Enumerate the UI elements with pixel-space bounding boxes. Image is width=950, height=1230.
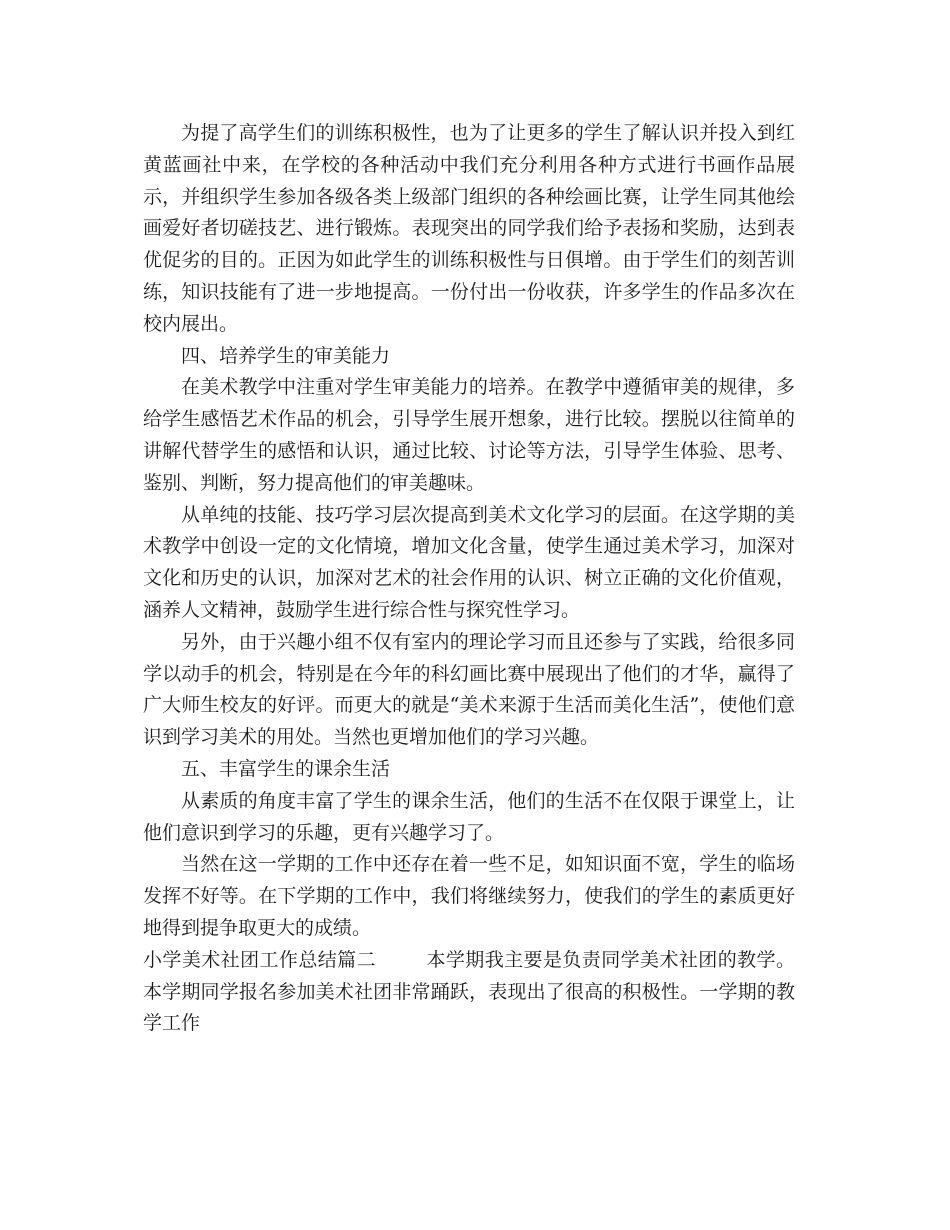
section-two-body: 本学期我主要是负责同学美术社团的教学。本学期同学报名参加美术社团非常踊跃，表现出了很高的积极性。一学期的教学工作 xyxy=(143,948,795,1035)
paragraph-art-culture: 从单纯的技能、技巧学习层次提高到美术文化学习的层面。在这学期的美术教学中创设一定的文化情境，增加文化含量，使学生通过美术学习，加深对文化和历史的认识，加深对艺术的社会作用的认识、树立正确的文化价值观，涵养人文精神，鼓励学生进行综合性与探究性学习。 xyxy=(143,503,795,621)
paragraph-exhibition: 为提了高学生们的训练积极性，也为了让更多的学生了解认识并投入到红黄蓝画社中来，在学校的各种活动中我们充分利用各种方式进行书画作品展示，并组织学生参加各级各类上级部门组织的各种绘画比赛，让学生同其他绘画爱好者切磋技艺、进行锻炼。表现突出的同学我们给予表扬和奖励，达到表优促劣的目的。正因为如此学生的训练积极性与日俱增。由于学生们的刻苦训练，知识技能有了进一步地提高。一份付出一份收获，许多学生的作品多次在校内展出。 xyxy=(143,122,795,335)
paragraph-extracurricular: 从素质的角度丰富了学生的课余生活，他们的生活不在仅限于课堂上，让他们意识到学习的乐趣，更有兴趣学习了。 xyxy=(143,789,795,844)
paragraph-interest-group: 另外，由于兴趣小组不仅有室内的理论学习而且还参与了实践，给很多同学以动手的机会，特别是在今年的科幻画比赛中展现出了他们的才华，赢得了广大师生校友的好评。而更大的就是“美术来源于生活而美化生活”，使他们意识到学习美术的用处。当然也更增加他们的学习兴趣。 xyxy=(143,630,795,749)
section-two-title: 小学美术社团工作总结篇二 xyxy=(143,948,377,971)
document-body xyxy=(143,118,795,1040)
heading-aesthetic-ability: 四、培养学生的审美能力 xyxy=(181,344,391,367)
section-two xyxy=(143,945,795,1040)
heading-extracurricular-life: 五、丰富学生的课余生活 xyxy=(181,757,391,780)
paragraph-aesthetic-teaching: 在美术教学中注重对学生审美能力的培养。在教学中遵循审美的规律，多给学生感悟艺术作品的机会，引导学生展开想象，进行比较。摆脱以往简单的讲解代替学生的感悟和认识，通过比较、讨论等方法，引导学生体验、思考、鉴别、判断，努力提高他们的审美趣味。 xyxy=(143,376,795,494)
paragraph-shortcomings: 当然在这一学期的工作中还存在着一些不足，如知识面不宽，学生的临场发挥不好等。在下学期的工作中，我们将继续努力，使我们的学生的素质更好地得到提争取更大的成绩。 xyxy=(143,853,795,939)
